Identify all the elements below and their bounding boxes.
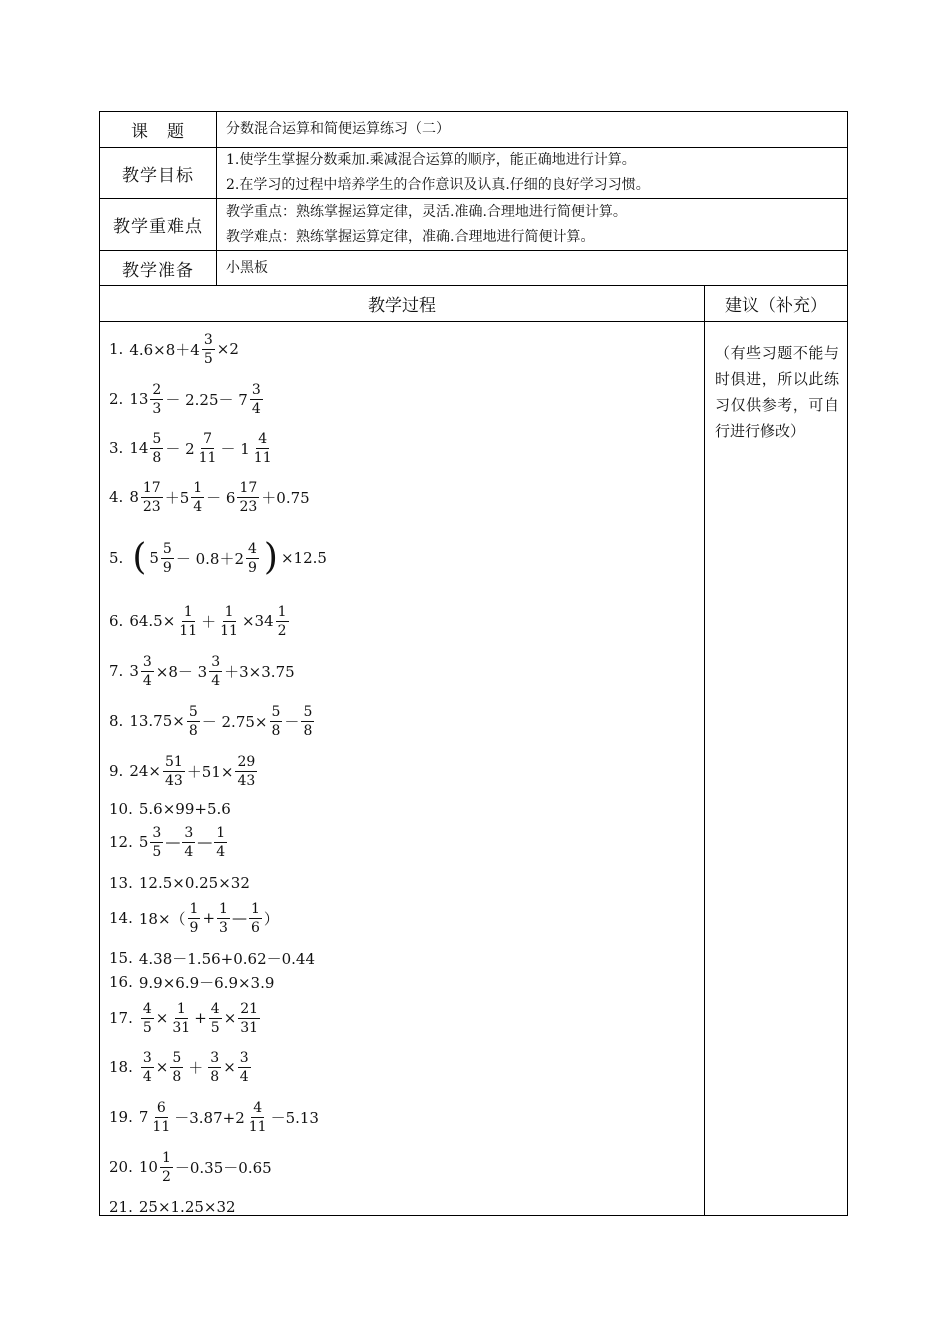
expression-part: ×34 [241,612,274,630]
expression-part: 11 [152,1118,171,1135]
expression-part: 4. [109,488,124,506]
expression-part: ＋51× [186,762,234,781]
expression-part: 11 [248,1118,267,1135]
fraction [170,1000,192,1037]
expression-part: × [155,1058,169,1076]
key-line: 教学重点：熟练掌握运算定律，灵活.准确.合理地进行简便计算。 [226,203,627,220]
fraction [218,603,240,640]
fraction [214,824,227,861]
expression-part: + [202,909,216,927]
fraction [208,1049,221,1086]
expression-part: 29 [237,753,256,770]
expression-part: 8 [129,488,139,506]
expression-part: 21. [109,1198,133,1216]
expression-part: 3 [152,824,162,841]
expression-part: 5 [152,430,162,447]
expression-part: 3 [142,1049,152,1066]
lesson-plan-table [99,111,848,1216]
fraction [246,540,259,577]
fraction [177,603,199,640]
expression-part: 8 [188,722,198,739]
expression-part: 12. [109,833,133,851]
expression-part: 8 [303,722,313,739]
expression-part: 17. [109,1009,133,1027]
expression-part: 2. [109,390,124,408]
goal-line: 2.在学习的过程中培养学生的合作意识及认真.仔细的良好学习习惯。 [226,177,650,193]
expression-part: 4.38－1.56+0.62－0.44 [138,949,316,968]
expression-part: 3 [239,1049,249,1066]
expression-part: 9 [162,559,172,576]
suggestion-note: （有些习题不能与时俱进，所以此练习仅供参考，可自行进行修改） [705,322,848,1216]
expression-part: －3.87+2 [174,1108,245,1127]
expression-part: 9 [189,919,199,936]
expression-part: 1 [277,603,287,620]
expression-part: 9 [248,559,257,576]
expression-part: 11 [179,622,198,639]
exercise-item [109,996,262,1040]
expression-part: 8. [109,712,124,730]
expression-part: 3 [251,381,261,398]
expression-part: 43 [164,772,183,789]
expression-part: 3 [210,1049,220,1066]
goal-label: 教学目标 [100,148,217,199]
fraction [141,1049,154,1086]
expression-part: 12.5×0.25×32 [138,874,250,892]
exercise-item [109,896,279,940]
expression-part: 4.6×8＋4 [129,340,200,359]
expression-part: 6 [156,1099,166,1116]
key-value [217,199,848,251]
expression-part: + [194,1009,207,1027]
exercise-item [109,649,295,693]
expression-part: 8 [172,1068,182,1085]
fraction [247,1099,269,1136]
expression-part: 31 [172,1019,191,1036]
expression-part: 20. [109,1158,133,1176]
exercise-item [109,599,291,643]
fraction [150,381,163,418]
expression-part: 5 [210,1019,220,1036]
expression-part: 21 [240,1000,259,1017]
expression-part: 1. [109,340,124,358]
fraction [188,900,201,937]
expression-part: 23 [142,498,161,515]
fraction [160,1149,173,1186]
fraction [182,824,195,861]
fraction [235,753,257,790]
expression-part: － 6 [206,488,236,507]
expression-part: 16. [109,973,133,991]
expression-part: 2 [161,1168,171,1185]
expression-part: 5 [303,703,313,720]
expression-part: 5 [203,350,213,367]
expression-part: × [155,1009,169,1027]
prep-label: 教学准备 [100,251,217,286]
lesson-plan [99,111,847,1216]
expression-part: 4 [142,672,152,689]
expression-part: 2 [152,381,162,398]
expression-part: ) [263,537,278,578]
expression-part: 25×1.25×32 [138,1198,236,1216]
expression-part: 17 [142,479,161,496]
expression-part: 3 [211,653,221,670]
expression-part: 1 [176,1000,186,1017]
expression-part: 7 [138,1108,149,1126]
expression-part: 1 [250,900,260,917]
fraction [270,703,283,740]
expression-part: — [231,909,247,927]
fraction [163,753,185,790]
expression-part: — [197,833,213,851]
fraction [150,430,163,467]
expression-part: 4 [193,498,203,515]
expression-part: ＋5 [164,488,190,507]
expression-part: 8 [210,1068,220,1085]
expression-part: ＋ [201,612,217,631]
expression-part: 1 [183,603,193,620]
expression-part: 8 [152,449,162,466]
exercise-item [109,699,316,743]
expression-part: ＋3×3.75 [224,662,295,681]
exercise-item [109,536,327,580]
expression-part: × [223,1058,236,1076]
exercise-item [109,377,265,421]
key-line: 教学难点：熟练掌握运算定律，准确.合理地进行简便计算。 [226,228,595,245]
expression-part: ＋ [188,1058,204,1077]
expression-part: 4 [253,1099,263,1116]
expression-part: ＋0.75 [261,488,310,507]
fraction [209,653,222,690]
fraction [237,479,259,516]
expression-part: －0.35－0.65 [174,1158,272,1177]
expression-part: ） [263,909,279,928]
expression-part: ×12.5 [280,549,327,567]
fraction [191,479,204,516]
expression-part: 15. [109,949,133,967]
expression-part: × [223,1009,237,1027]
expression-part: － 2.75× [201,712,268,731]
expression-part: 4 [216,843,226,860]
expression-part: － 0.8＋2 [175,549,244,568]
expression-part: 4 [142,1000,152,1017]
exercise-item [109,820,229,864]
expression-part: 5 [149,549,159,567]
expression-part: 2 [277,622,287,639]
fraction [141,653,154,690]
expression-part: 13 [129,390,149,408]
expression-part: 1 [219,900,228,917]
expression-part: 14. [109,909,133,927]
expression-part: 5 [142,1019,152,1036]
exercise-item [109,1145,272,1189]
exercise-item [109,475,310,519]
expression-part: 3 [129,662,139,680]
expression-part: － [284,712,300,731]
expression-part: 8 [271,722,281,739]
fraction [249,900,262,937]
expression-part: 10 [138,1158,158,1176]
expression-part: 5 [138,833,149,851]
exercise-item [109,1095,319,1139]
fraction [141,1000,154,1037]
expression-part: 5. [109,549,124,567]
fraction [150,824,163,861]
expression-part: 6 [250,919,260,936]
expression-part: 11 [220,622,238,639]
fraction [202,331,215,368]
expression-part: 1 [216,824,226,841]
fraction [209,1000,222,1037]
expression-part: 11 [198,449,217,466]
expression-part: 3 [152,400,162,417]
expression-part: － 1 [220,439,250,458]
expression-part: 51 [164,753,183,770]
topic-label: 课 题 [100,112,217,148]
expression-part: 3 [203,331,213,348]
expression-part: 4 [251,400,261,417]
expression-part: 23 [239,498,258,515]
fraction [197,430,219,467]
expression-part: 4 [210,1000,220,1017]
fraction [238,1049,251,1086]
expression-part: － 2 [165,439,195,458]
expression-part: 5 [271,703,281,720]
expression-part: 24× [129,762,161,780]
expression-part: 13.75× [129,712,185,730]
exercise-item [109,1045,253,1089]
fraction [252,430,274,467]
expression-part: 4 [239,1068,249,1085]
expression-part: 18. [109,1058,133,1076]
expression-part: － 2.25－ 7 [165,390,248,409]
expression-part: 5 [188,703,198,720]
exercise-item [109,1185,236,1229]
expression-part: 9.9×6.9－6.9×3.9 [138,973,275,992]
expression-part: 64.5× [129,612,176,630]
process-title: 教学过程 [100,286,705,322]
fraction [250,381,263,418]
expression-part: 1 [193,479,203,496]
expression-part: 18×（ [138,909,186,928]
suggest-title: 建议（补充） [705,286,848,322]
expression-part: 13. [109,874,133,892]
fraction [170,1049,183,1086]
expression-part: 10. [109,800,133,818]
fraction [187,703,200,740]
fraction [161,540,174,577]
goal-value [217,148,848,199]
expression-part: ×2 [216,340,239,358]
fraction [276,603,289,640]
expression-part: 19. [109,1108,133,1126]
expression-part: 4 [258,430,268,447]
expression-part: 4 [248,540,257,557]
key-label: 教学重难点 [100,199,217,251]
expression-part: 4 [184,843,194,860]
expression-part: ( [132,537,147,578]
expression-part: 3. [109,439,124,457]
expression-part: 14 [129,439,149,457]
fraction [238,1000,260,1037]
expression-part: 1 [189,900,199,917]
expression-part: — [165,833,181,851]
expression-part: 3 [142,653,152,670]
goal-line: 1.使学生掌握分数乘加.乘减混合运算的顺序，能正确地进行计算。 [226,152,636,168]
expression-part: 17 [239,479,258,496]
expression-part: 4 [142,1068,152,1085]
exercise-item [109,327,239,371]
fraction [217,900,230,937]
prep-value: 小黑板 [217,251,848,286]
expression-part: 4 [211,672,221,689]
expression-part: 7. [109,662,124,680]
expression-part: －5.13 [270,1108,319,1127]
expression-part: 5.6×99+5.6 [138,800,231,818]
expression-part: 5 [152,843,162,860]
topic-value: 分数混合运算和简便运算练习（二） [217,112,848,148]
expression-part: 7 [203,430,213,447]
exercise-list [100,322,705,1216]
expression-part: 5 [162,540,172,557]
expression-part: 5 [172,1049,182,1066]
expression-part: 31 [240,1019,259,1036]
fraction [141,479,163,516]
expression-part: 9. [109,762,124,780]
expression-part: 43 [237,772,256,789]
expression-part: 3 [184,824,194,841]
expression-part: ×8－ 3 [155,662,208,681]
exercise-item [109,426,276,470]
expression-part: 1 [161,1149,171,1166]
expression-part: 3 [219,919,228,936]
fraction [301,703,314,740]
expression-part: 11 [253,449,272,466]
expression-part: 1 [224,603,234,620]
fraction [150,1099,172,1136]
expression-part: 6. [109,612,124,630]
